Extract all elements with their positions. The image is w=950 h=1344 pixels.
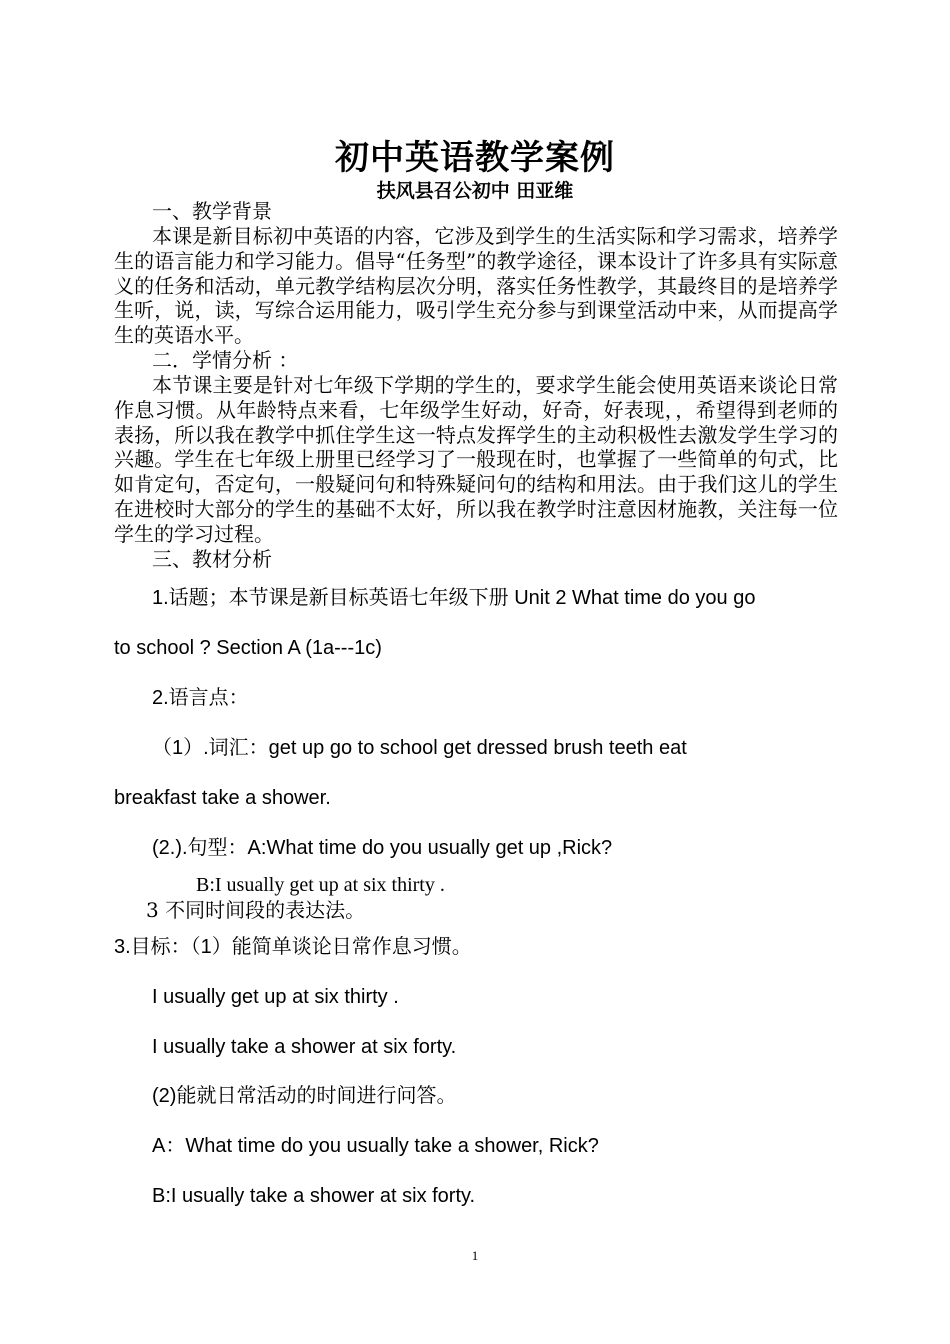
author-line: 扶风县召公初中 田亚维 [376,180,574,202]
language-points-label: 2.语言点： [152,687,249,709]
sentence-pattern-a: (2.).句型：A:What time do you usually get up ,Rick? [152,837,613,859]
section-heading-material-analysis: 三、教材分析 [152,547,272,571]
topic-line-1: 1.话题；本节课是新目标英语七年级下册 Unit 2 What time do you go [152,587,756,609]
goal-qa-b: B:I usually take a shower at six forty. [152,1185,476,1207]
paragraph-learner-analysis: 本节课主要是针对七年级下学期的学生的，要求学生能会使用英语来谈论日常作息习惯。从年龄特点来看，七年级学生好动，好奇，好表现，，希望得到老师的表扬，所以我在教学中抓住学生这一特点发挥学生的主动积极性去激发学生学习的兴趣。学生在七年级上册里已经学习了一般现在时，也掌握了一些简单的句式，比如肯定句，否定句，一般疑问句和特殊疑问句的结构和用法。由于我们这儿的学生在进校时大部分的学生的基础不太好，所以我在教学时注意因材施教，关注每一位学生的学习过程。 [114,373,838,546]
vocabulary-line-1: （1）.词汇：get up go to school get dressed brush teeth eat [152,737,687,759]
paragraph-background: 本课是新目标初中英语的内容，它涉及到学生的生活实际和学习需求，培养学生的语言能力和学习能力。倡导“任务型”的教学途径，课本设计了许多具有实际意义的任务和活动，单元教学结构层次分明，落实任务性教学，其最终目的是培养学生听，说，读，写综合运用能力，吸引学生充分参与到课堂活动中来，从而提高学生的英语水平。 [114,224,838,348]
page-number: 1 [471,1248,479,1263]
section-heading-learner-analysis: 二．学情分析 ： [152,348,299,372]
goals-line-1: 3.目标：（1）能简单谈论日常作息习惯。 [114,936,472,958]
document-title: 初中英语教学案例 [335,138,615,178]
vocabulary-line-2: breakfast take a shower. [114,787,331,809]
goal-example-2: I usually take a shower at six forty. [152,1036,457,1058]
topic-line-2: to school ? Section A (1a---1c) [114,637,382,659]
time-expression-line: 3 不同时间段的表达法。 [146,898,366,922]
goals-line-2: (2)能就日常活动的时间进行问答。 [152,1085,457,1107]
goal-example-1: I usually get up at six thirty . [152,986,399,1008]
goal-qa-a: A：What time do you usually take a shower, Rick? [152,1135,599,1157]
section-heading-background: 一、教学背景 [152,199,272,223]
sentence-pattern-b: B:I usually get up at six thirty . [196,874,445,896]
